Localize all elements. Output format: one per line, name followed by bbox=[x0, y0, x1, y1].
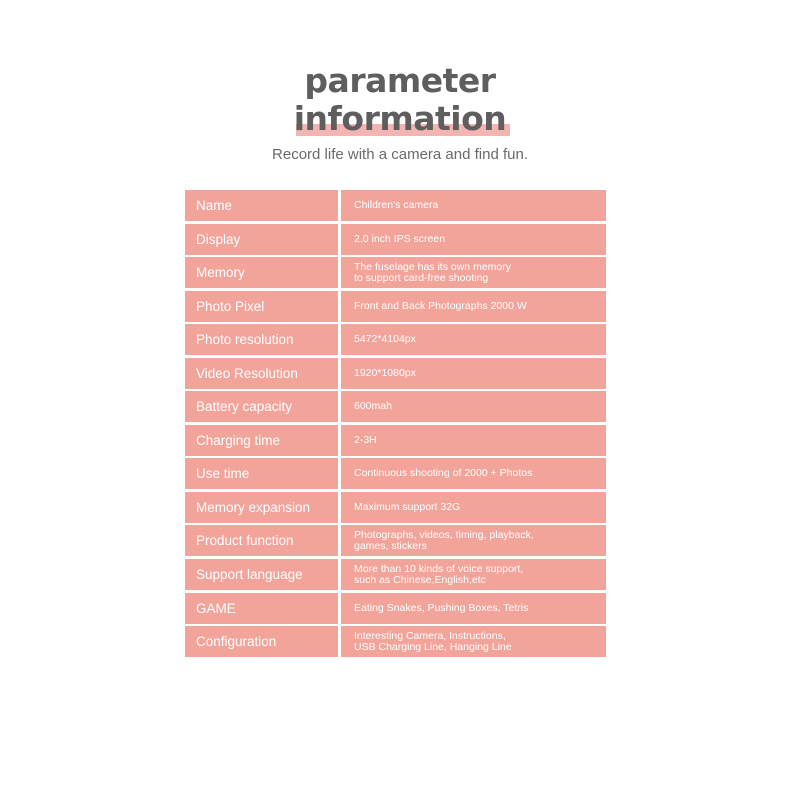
spec-label: Support language bbox=[185, 559, 338, 590]
spec-label: Use time bbox=[185, 458, 338, 489]
spec-row-photo-pixel bbox=[185, 291, 606, 322]
spec-row-battery-capacity bbox=[185, 391, 606, 422]
spec-row-configuration bbox=[185, 626, 606, 657]
spec-value: Interesting Camera, Instructions, USB Charging Line, Hanging Line bbox=[341, 626, 606, 657]
spec-value: 5472*4104px bbox=[341, 324, 606, 355]
title-line-information bbox=[294, 100, 507, 138]
spec-value: 600mah bbox=[341, 391, 606, 422]
spec-label: Display bbox=[185, 224, 338, 255]
spec-value: Photographs, videos, timing, playback, games, stickers bbox=[341, 525, 606, 556]
spec-label: Charging time bbox=[185, 425, 338, 456]
spec-value: 2.0 inch IPS screen bbox=[341, 224, 606, 255]
spec-row-memory-expansion bbox=[185, 492, 606, 523]
spec-label: Memory expansion bbox=[185, 492, 338, 523]
spec-label: Video Resolution bbox=[185, 358, 338, 389]
spec-value: 2-3H bbox=[341, 425, 606, 456]
spec-row-photo-resolution bbox=[185, 324, 606, 355]
spec-label: Configuration bbox=[185, 626, 338, 657]
spec-row-use-time bbox=[185, 458, 606, 489]
page-title bbox=[0, 62, 800, 138]
spec-row-charging-time bbox=[185, 425, 606, 456]
spec-value: More than 10 kinds of voice support, such as Chinese,English,etc bbox=[341, 559, 606, 590]
title-line-parameter: parameter bbox=[304, 61, 496, 100]
spec-row-memory bbox=[185, 257, 606, 288]
spec-label: Battery capacity bbox=[185, 391, 338, 422]
spec-label: Photo resolution bbox=[185, 324, 338, 355]
spec-label: Product function bbox=[185, 525, 338, 556]
spec-label: GAME bbox=[185, 593, 338, 624]
spec-row-product-function bbox=[185, 525, 606, 556]
spec-label: Photo Pixel bbox=[185, 291, 338, 322]
title-line-information-text: information bbox=[293, 99, 507, 138]
spec-row-video-resolution bbox=[185, 358, 606, 389]
spec-value: 1920*1080px bbox=[341, 358, 606, 389]
subtitle: Record life with a camera and find fun. bbox=[272, 146, 528, 163]
spec-row-game bbox=[185, 593, 606, 624]
spec-value: Continuous shooting of 2000 + Photos bbox=[341, 458, 606, 489]
spec-label: Memory bbox=[185, 257, 338, 288]
spec-value: Children's camera bbox=[341, 190, 606, 221]
spec-table bbox=[185, 190, 606, 660]
spec-value: Front and Back Photographs 2000 W bbox=[341, 291, 606, 322]
spec-row-support-language bbox=[185, 559, 606, 590]
spec-row-name bbox=[185, 190, 606, 221]
spec-row-display bbox=[185, 224, 606, 255]
spec-value: Maximum support 32G bbox=[341, 492, 606, 523]
spec-value: The fuselage has its own memory to support card-free shooting bbox=[341, 257, 606, 288]
spec-value: Eating Snakes, Pushing Boxes, Tetris bbox=[341, 593, 606, 624]
spec-label: Name bbox=[185, 190, 338, 221]
